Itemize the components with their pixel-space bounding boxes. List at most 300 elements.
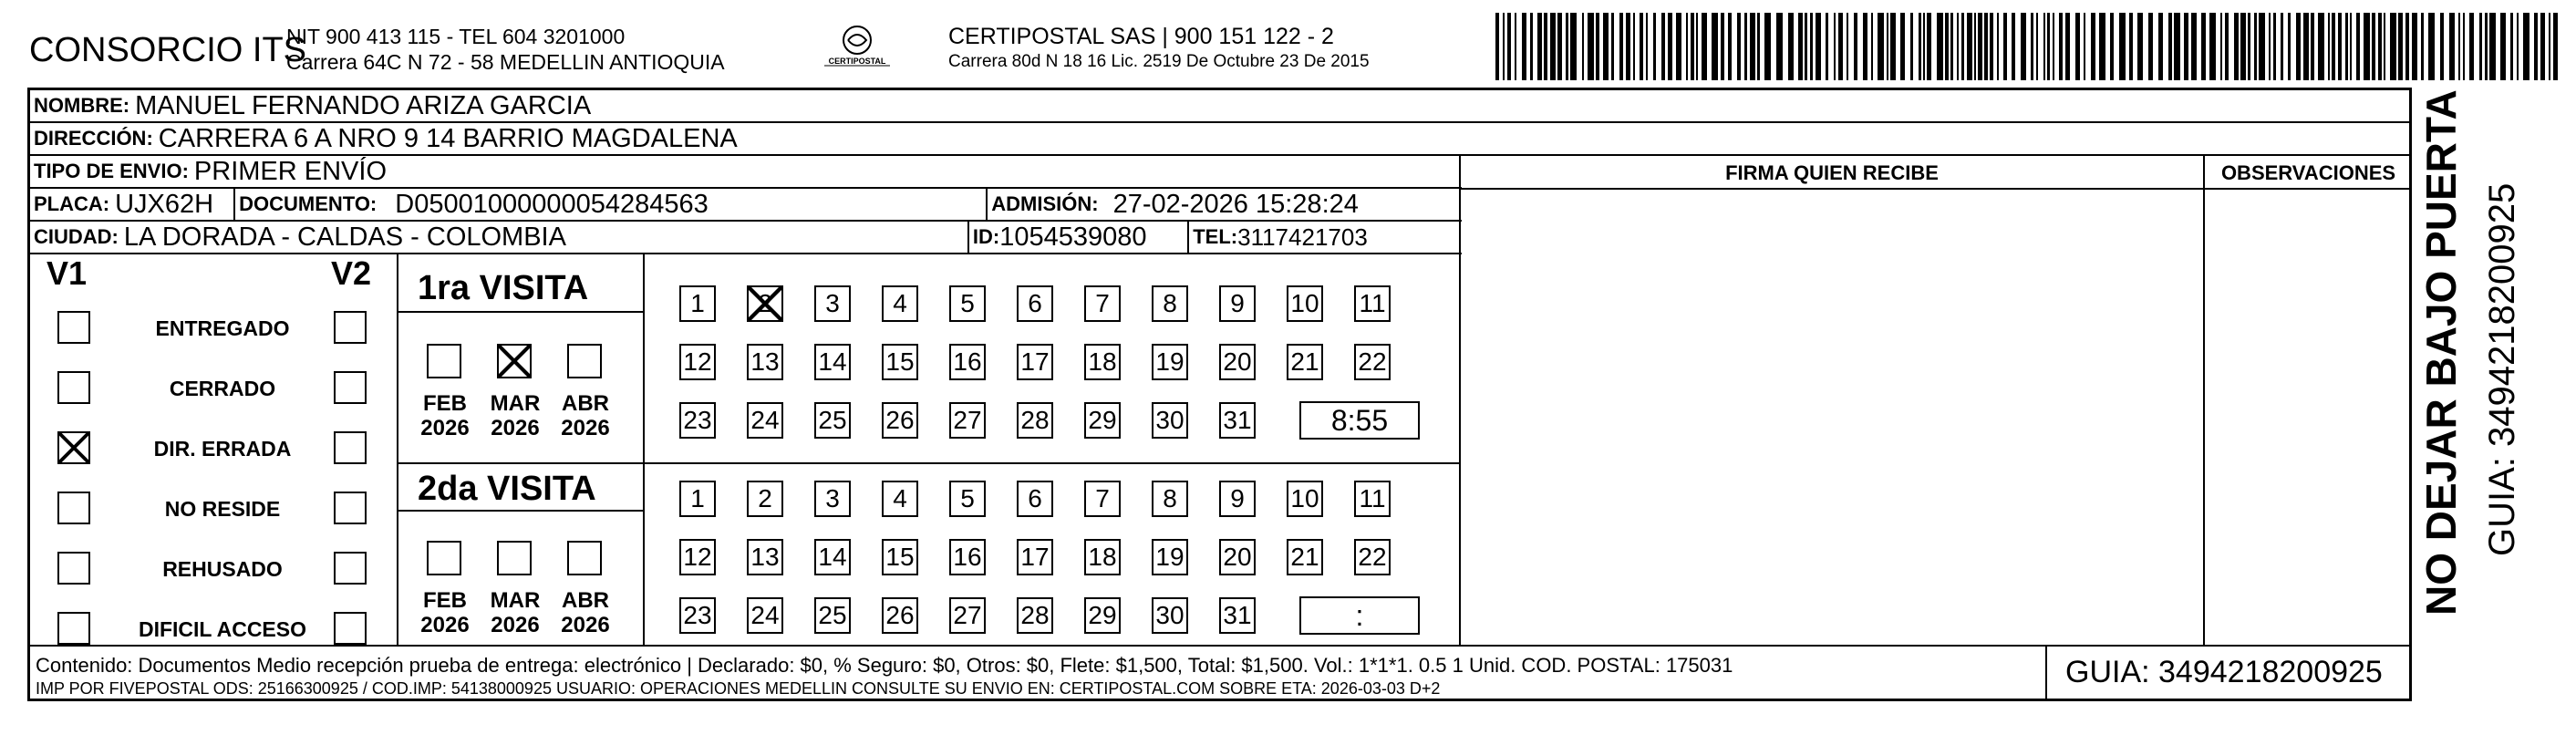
admision-divider — [986, 188, 988, 221]
v2-checkbox — [334, 552, 367, 585]
barcode-bar — [1737, 13, 1741, 80]
barcode-bar — [2158, 13, 2163, 80]
barcode-bar — [2553, 13, 2558, 80]
barcode-bar — [1550, 13, 1556, 80]
visit1-day-box: 26 — [882, 402, 918, 439]
visit1-year-label: 2026 — [420, 416, 470, 440]
barcode-bar — [2273, 13, 2276, 80]
visit2-day-box: 13 — [747, 539, 783, 575]
barcode-bar — [1530, 13, 1533, 80]
visit1-title-underline — [397, 311, 643, 313]
barcode-bar — [1826, 13, 1828, 80]
visit1-day-box: 22 — [1354, 344, 1391, 380]
v1-checkbox — [57, 371, 90, 404]
visit2-year-label: 2026 — [420, 613, 470, 637]
v1-checkbox — [57, 612, 90, 645]
barcode-bar — [2372, 13, 2375, 80]
barcode-bar — [2510, 13, 2513, 80]
visit2-day-box: 31 — [1219, 597, 1256, 634]
barcode-bar — [1950, 13, 1953, 80]
barcode-bar — [2479, 13, 2482, 80]
visit1-year-label: 2026 — [491, 416, 540, 440]
tel-label: TEL: — [1193, 225, 1238, 248]
footer-guia-divider — [2045, 645, 2047, 701]
status-label: ENTREGADO — [155, 316, 290, 340]
barcode-bar — [2485, 13, 2488, 80]
visit2-day-box: 21 — [1287, 539, 1323, 575]
barcode-bar — [2356, 13, 2360, 80]
v1-checkmark-icon — [59, 433, 88, 462]
barcode-bar — [1544, 13, 1547, 80]
barcode-bar — [2281, 13, 2283, 80]
barcode-bar — [2398, 13, 2403, 80]
barcode-bar — [2463, 13, 2465, 80]
barcode-bar — [1696, 13, 1698, 80]
barcode-bar — [2110, 13, 2114, 80]
barcode-bar — [2174, 13, 2180, 80]
barcode-bar — [2137, 13, 2143, 80]
placa-label: PLACA: — [34, 192, 110, 215]
barcode-bar — [2288, 13, 2291, 80]
visit2-day-box: 30 — [1152, 597, 1188, 634]
barcode-bar — [1582, 13, 1584, 80]
barcode-bar — [2254, 13, 2257, 80]
barcode-bar — [1757, 13, 1760, 80]
barcode-bar — [2240, 13, 2246, 80]
observaciones-header: OBSERVACIONES — [2220, 161, 2396, 184]
company-nit: NIT 900 413 115 - TEL 604 3201000 — [286, 25, 626, 48]
visit1-day-box: 5 — [949, 285, 986, 322]
visit1-day-box: 9 — [1219, 285, 1256, 322]
company-name: CONSORCIO ITS — [29, 31, 307, 69]
courier-nit: CERTIPOSTAL SAS | 900 151 122 - 2 — [948, 24, 1334, 49]
visit1-day-box: 16 — [949, 344, 986, 380]
visit2-day-box: 8 — [1152, 481, 1188, 517]
visit2-day-box: 29 — [1084, 597, 1121, 634]
barcode-bar — [1974, 13, 1976, 80]
visit1-day-box: 10 — [1287, 285, 1323, 322]
visit1-day-check-icon — [749, 287, 781, 320]
visit2-day-box: 10 — [1287, 481, 1323, 517]
barcode-bar — [1887, 13, 1888, 80]
barcode-bar — [2364, 13, 2370, 80]
visit2-day-box: 18 — [1084, 539, 1121, 575]
barcode-bar — [2440, 13, 2444, 80]
visit1-year-label: 2026 — [561, 416, 610, 440]
footer-top-line — [30, 645, 2412, 647]
barcode-bar — [1495, 13, 1499, 80]
visit2-year-label: 2026 — [491, 613, 540, 637]
nombre-value: MANUEL FERNANDO ARIZA GARCIA — [135, 90, 592, 120]
barcode-bar — [1566, 13, 1568, 80]
company-info — [286, 24, 725, 75]
barcode-bar — [2458, 13, 2460, 80]
visit2-day-box: 7 — [1084, 481, 1121, 517]
tel-divider — [1187, 221, 1189, 254]
barcode-bar — [1570, 13, 1577, 80]
barcode-bar — [2500, 13, 2506, 80]
visit2-day-box: 25 — [814, 597, 851, 634]
v2-checkbox — [334, 431, 367, 464]
visit2-day-box: 19 — [1152, 539, 1188, 575]
status-label: CERRADO — [169, 377, 276, 400]
barcode-bar — [1900, 13, 1905, 80]
barcode-bar — [2449, 13, 2455, 80]
certipostal-logo-icon — [812, 22, 903, 77]
visit1-day-box: 14 — [814, 344, 851, 380]
visit1-month-label: MAR — [490, 391, 541, 416]
documento-label: DOCUMENTO: — [239, 192, 378, 215]
visit2-month-label: ABR — [562, 588, 609, 613]
visit2-day-box: 9 — [1219, 481, 1256, 517]
barcode-bar — [2311, 13, 2314, 80]
visit2-month-checkbox — [567, 541, 602, 575]
footer-imp: IMP POR FIVEPOSTAL ODS: 25166300925 / COD.IMP: 54138000925 USUARIO: OPERACIONES MEDELLIN CONSULTE SU ENVIO EN: CERTIPOSTAL.COM SOBRE ETA: 2026-03-03 D+2 — [36, 679, 1441, 698]
visit2-day-box: 24 — [747, 597, 783, 634]
barcode-bar — [1847, 13, 1848, 80]
barcode-bar — [2469, 13, 2474, 80]
barcode-bar — [1653, 13, 1656, 80]
barcode-bar — [1776, 13, 1783, 80]
barcode-bar — [1640, 13, 1643, 80]
visit2-day-box: 22 — [1354, 539, 1391, 575]
status-divider — [397, 254, 398, 647]
v1-checkbox — [57, 492, 90, 524]
barcode-bar — [2405, 13, 2409, 80]
barcode-bar — [1702, 13, 1707, 80]
barcode-bar — [1661, 13, 1665, 80]
barcode-bar — [2129, 13, 2133, 80]
visit1-day-box: 7 — [1084, 285, 1121, 322]
visit1-month-label: ABR — [562, 391, 609, 416]
barcode-bar — [1537, 13, 1542, 80]
barcode-bar — [1668, 13, 1672, 80]
visit1-day-box: 24 — [747, 402, 783, 439]
company-address: Carrera 64C N 72 - 58 MEDELLIN ANTIOQUIA — [286, 50, 725, 74]
admision-label: ADMISIÓN: — [991, 192, 1099, 215]
barcode-bar — [1910, 13, 1913, 80]
direccion-value: CARRERA 6 A NRO 9 14 BARRIO MAGDALENA — [158, 123, 738, 153]
barcode-bar — [2328, 13, 2330, 80]
barcode-bar — [2259, 13, 2265, 80]
barcode-bar — [2412, 13, 2417, 80]
courier-info — [948, 24, 1370, 75]
barcode-bar — [1937, 13, 1943, 80]
barcode-bar — [1503, 13, 1505, 80]
barcode-bar — [2065, 13, 2070, 80]
visit1-day-box: 20 — [1219, 344, 1256, 380]
visit1-month-check-icon — [499, 346, 530, 377]
visit2-day-box: 15 — [882, 539, 918, 575]
tel-value: 3117421703 — [1237, 223, 1368, 251]
visit1-day-box: 21 — [1287, 344, 1323, 380]
visit1-day-box: 30 — [1152, 402, 1188, 439]
barcode-bar — [1507, 13, 1511, 80]
v2-checkbox — [334, 371, 367, 404]
barcode-bar — [2036, 13, 2038, 80]
visit1-day-box: 27 — [949, 402, 986, 439]
visit1-day-box: 12 — [679, 344, 716, 380]
barcode-bar — [1878, 13, 1884, 80]
visit2-day-box: 1 — [679, 481, 716, 517]
side-guia: GUIA: 3494218200925 — [2482, 182, 2522, 556]
barcode-bar — [1838, 13, 1843, 80]
visit2-day-box: 17 — [1017, 539, 1053, 575]
id-divider — [967, 221, 969, 254]
visit2-title: 2da VISITA — [418, 470, 596, 508]
barcode-bar — [1967, 13, 1972, 80]
barcode-bar — [1691, 13, 1694, 80]
barcode-bar — [1978, 13, 1982, 80]
barcode-bar — [2350, 13, 2352, 80]
visit1-day-box: 11 — [1354, 285, 1391, 322]
visit2-title-underline — [397, 510, 643, 512]
barcode-bar — [1834, 13, 1836, 80]
visit2-time-field: : — [1299, 596, 1420, 635]
visit2-day-box: 11 — [1354, 481, 1391, 517]
barcode-bar — [1788, 13, 1794, 80]
visit1-day-box: 8 — [1152, 285, 1188, 322]
v1-checkbox — [57, 431, 90, 464]
row-placa — [30, 189, 1462, 222]
barcode-bar — [2296, 13, 2301, 80]
barcode-bar — [2003, 13, 2007, 80]
v2-checkbox — [334, 311, 367, 344]
barcode-bar — [2303, 13, 2309, 80]
visit1-day-box: 18 — [1084, 344, 1121, 380]
v1-header: V1 — [47, 254, 88, 292]
barcode-bar — [2099, 13, 2105, 80]
barcode-bar — [1816, 13, 1821, 80]
visit2-day-box: 12 — [679, 539, 716, 575]
observaciones-left-border — [2203, 156, 2205, 646]
barcode-bar — [2332, 13, 2335, 80]
visit1-day-box: 3 — [814, 285, 851, 322]
barcode-bar — [2523, 13, 2529, 80]
barcode-bar — [1805, 13, 1807, 80]
barcode-bar — [1945, 13, 1949, 80]
barcode-bar — [2378, 13, 2382, 80]
v2-checkbox — [334, 492, 367, 524]
visit2-day-box: 20 — [1219, 539, 1256, 575]
row-direccion — [30, 123, 2412, 156]
footer-contenido: Contenido: Documentos Medio recepción prueba de entrega: electrónico | Declarado: $0, % Seguro: $0, Otros: $0, Flete: $1,500, Total: $1,500. Vol.: 1*1*1. 0.5 1 Unid. COD. POSTAL: 175031 — [36, 654, 1733, 677]
visit2-day-box: 6 — [1017, 481, 1053, 517]
row-nombre — [30, 90, 2412, 123]
barcode-bar — [2119, 13, 2126, 80]
barcode-bar — [1626, 13, 1630, 80]
barcode-bar — [1750, 13, 1755, 80]
placa-divider — [233, 188, 235, 221]
barcode-bar — [2148, 13, 2153, 80]
tipo-value: PRIMER ENVÍO — [193, 156, 388, 186]
barcode-bar — [2338, 13, 2342, 80]
barcode-bar — [2384, 13, 2385, 80]
status-label: REHUSADO — [162, 557, 283, 581]
barcode-bar — [1984, 13, 1988, 80]
ciudad-value: LA DORADA - CALDAS - COLOMBIA — [123, 222, 566, 252]
barcode-bar — [2168, 13, 2172, 80]
visit2-year-label: 2026 — [561, 613, 610, 637]
tipo-label: TIPO DE ENVIO: — [34, 160, 189, 182]
barcode-bar — [2047, 13, 2050, 80]
direccion-label: DIRECCIÓN: — [34, 127, 153, 150]
barcode-bar — [2549, 13, 2550, 80]
barcode-bar — [2075, 13, 2080, 80]
delivery-form — [27, 88, 2412, 701]
visit1-day-box: 1 — [679, 285, 716, 322]
barcode-bar — [2428, 13, 2435, 80]
barcode-bar — [1890, 13, 1896, 80]
barcode-bar — [2209, 13, 2216, 80]
barcode-bar — [2053, 13, 2054, 80]
barcode-bar — [1798, 13, 1803, 80]
barcode-bar — [1764, 13, 1771, 80]
ciudad-label: CIUDAD: — [34, 225, 119, 248]
barcode-bar — [2021, 13, 2026, 80]
barcode-bar — [2489, 13, 2496, 80]
visit2-day-box: 27 — [949, 597, 986, 634]
barcode-bar — [2031, 13, 2033, 80]
row-ciudad — [30, 222, 1462, 254]
barcode-bar — [1596, 13, 1599, 80]
courier-address: Carrera 80d N 18 16 Lic. 2519 De Octubre 23 De 2015 — [948, 52, 1370, 71]
barcode-bar — [1603, 13, 1609, 80]
visit2-day-box: 3 — [814, 481, 851, 517]
barcode-bar — [1990, 13, 1993, 80]
barcode-bar — [1676, 13, 1681, 80]
visit1-day-box: 17 — [1017, 344, 1053, 380]
barcode-bar — [2084, 13, 2085, 80]
barcode-bar — [1515, 13, 1516, 80]
barcode-bar — [1557, 13, 1562, 80]
visit2-day-box: 16 — [949, 539, 986, 575]
footer-guia: GUIA: 3494218200925 — [2065, 655, 2383, 689]
admision-value: 27-02-2026 15:28:24 — [1112, 189, 1359, 219]
id-label: ID: — [972, 225, 1000, 248]
barcode-bar — [2012, 13, 2015, 80]
row-tipo — [30, 156, 1462, 189]
visit1-day-box: 19 — [1152, 344, 1188, 380]
nombre-label: NOMBRE: — [34, 94, 130, 117]
barcode-bar — [2534, 13, 2538, 80]
barcode-bar — [1961, 13, 1964, 80]
barcode-bar — [2517, 13, 2519, 80]
barcode-bar — [1588, 13, 1594, 80]
visit2-day-box: 26 — [882, 597, 918, 634]
visit1-month-checkbox — [427, 344, 461, 378]
barcode-bar — [1646, 13, 1648, 80]
side-note: NO DEJAR BAJO PUERTA — [2417, 89, 2465, 616]
visit1-day-box: 2 — [747, 285, 783, 322]
status-label: DIR. ERRADA — [153, 437, 292, 461]
visit1-day-box: 28 — [1017, 402, 1053, 439]
documento-value: D05001000000054284563 — [395, 189, 709, 219]
barcode-bar — [1728, 13, 1732, 80]
barcode-bar — [1854, 13, 1857, 80]
barcode-bar — [2220, 13, 2222, 80]
visit2-month-label: FEB — [423, 588, 467, 613]
visit1-day-box: 23 — [679, 402, 716, 439]
visit1-day-box: 31 — [1219, 402, 1256, 439]
v1-checkbox — [57, 552, 90, 585]
barcode-bar — [1633, 13, 1635, 80]
visit2-day-box: 4 — [882, 481, 918, 517]
barcode-bar — [1686, 13, 1688, 80]
visit2-month-checkbox — [427, 541, 461, 575]
barcode-bar — [1871, 13, 1873, 80]
barcode-bar — [1712, 13, 1718, 80]
v1-checkbox — [57, 311, 90, 344]
barcode-bar — [2269, 13, 2271, 80]
visit2-month-label: MAR — [490, 588, 541, 613]
barcode — [1495, 13, 2558, 80]
barcode-bar — [2234, 13, 2239, 80]
barcode-bar — [1721, 13, 1724, 80]
visit1-day-box: 25 — [814, 402, 851, 439]
barcode-bar — [1744, 13, 1747, 80]
barcode-bar — [2345, 13, 2348, 80]
status-label: DIFICIL ACCESO — [138, 617, 306, 641]
firma-left-border — [1459, 156, 1461, 646]
visit1-month-checkbox — [497, 344, 532, 378]
barcode-bar — [2248, 13, 2250, 80]
certipostal-logo — [812, 22, 903, 77]
visit1-time-field: 8:55 — [1299, 401, 1420, 440]
months-days-divider — [643, 254, 645, 647]
barcode-bar — [2225, 13, 2229, 80]
firma-header: FIRMA QUIEN RECIBE — [1725, 161, 1939, 184]
barcode-bar — [1997, 13, 1999, 80]
visit2-day-box: 5 — [949, 481, 986, 517]
barcode-bar — [2191, 13, 2197, 80]
barcode-bar — [1957, 13, 1959, 80]
barcode-bar — [1923, 13, 1925, 80]
barcode-bar — [2540, 13, 2545, 80]
barcode-bar — [2043, 13, 2045, 80]
visit2-day-box: 23 — [679, 597, 716, 634]
barcode-bar — [1611, 13, 1614, 80]
barcode-bar — [1863, 13, 1867, 80]
barcode-bar — [1927, 13, 1931, 80]
visit1-day-box: 4 — [882, 285, 918, 322]
placa-value: UJX62H — [115, 189, 214, 219]
visit-separator — [397, 462, 1461, 464]
barcode-bar — [2091, 13, 2095, 80]
visit2-day-box: 28 — [1017, 597, 1053, 634]
column-header-underline — [1459, 188, 2412, 190]
barcode-bar — [1619, 13, 1623, 80]
barcode-bar — [2318, 13, 2324, 80]
v2-header: V2 — [331, 254, 372, 292]
barcode-bar — [1919, 13, 1921, 80]
barcode-bar — [2059, 13, 2063, 80]
visit1-day-box: 6 — [1017, 285, 1053, 322]
visit1-month-checkbox — [567, 344, 602, 378]
barcode-bar — [2421, 13, 2424, 80]
visit2-day-box: 14 — [814, 539, 851, 575]
id-value: 1054539080 — [999, 222, 1147, 252]
visit2-month-checkbox — [497, 541, 532, 575]
visit1-day-box: 29 — [1084, 402, 1121, 439]
status-label: NO RESIDE — [164, 497, 281, 521]
logo-text: CERTIPOSTAL — [828, 57, 886, 66]
visit1-day-box: 15 — [882, 344, 918, 380]
barcode-bar — [2201, 13, 2206, 80]
v2-checkbox — [334, 612, 367, 645]
barcode-bar — [1810, 13, 1813, 80]
barcode-bar — [2184, 13, 2188, 80]
